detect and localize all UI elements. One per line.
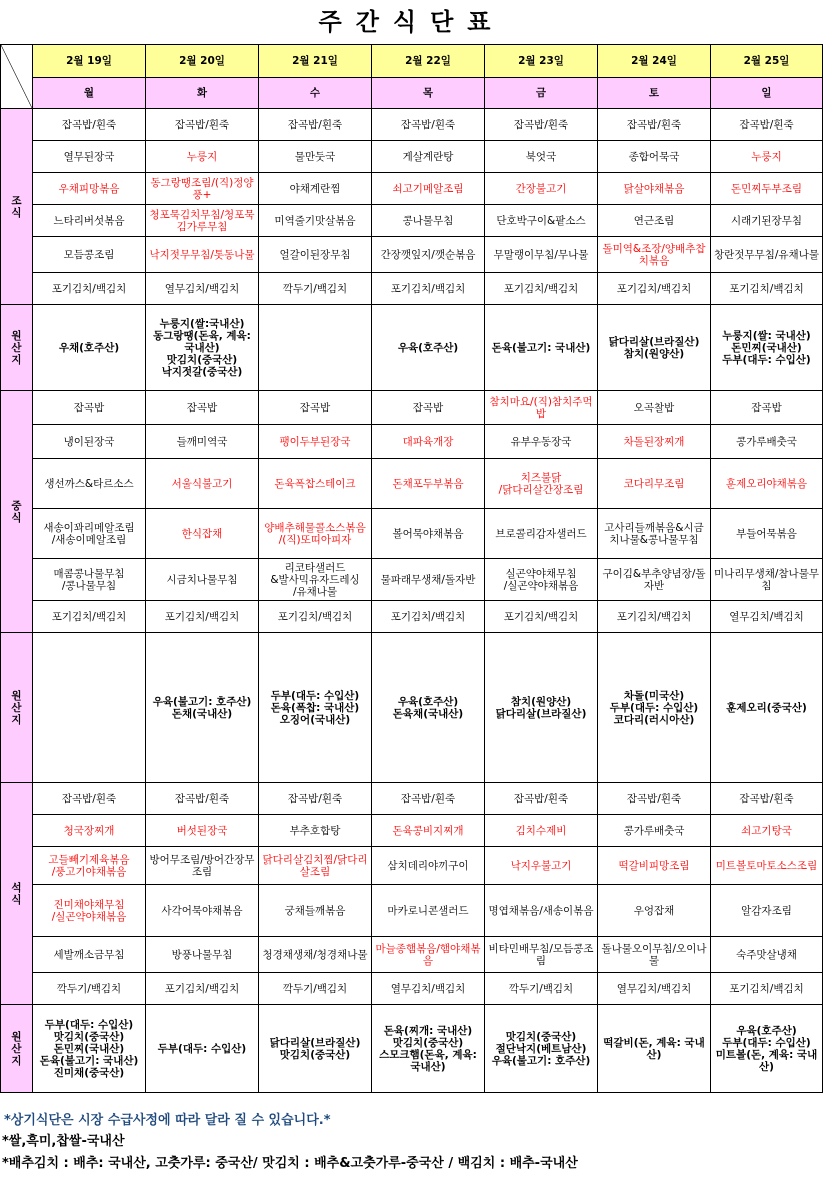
menu-item: 열무김치/백김치 (598, 973, 711, 1005)
date-row (1, 45, 823, 78)
menu-item: 잡곡밥/흰죽 (259, 109, 372, 141)
menu-item: 잡곡밥/흰죽 (33, 109, 146, 141)
breakfast-row (1, 109, 823, 141)
menu-item: 북엇국 (485, 141, 598, 173)
origin-cell: 우육(호주산) (372, 305, 485, 391)
origin-cell: 우육(불고기: 호주산) 돈채(국내산) (146, 633, 259, 783)
menu-item: 브로콜리감자샐러드 (485, 509, 598, 559)
menu-item: 포기김치/백김치 (485, 273, 598, 305)
menu-item: 단호박구이&팥소스 (485, 205, 598, 237)
menu-item: 잡곡밥/흰죽 (485, 783, 598, 815)
footnotes (0, 1111, 823, 1175)
menu-item: 세발깨소금무침 (33, 937, 146, 973)
menu-item: 비타민배무침/모듬콩조림 (485, 937, 598, 973)
weekday-row (1, 78, 823, 109)
lunch-row (1, 509, 823, 559)
menu-item: 누룽지 (146, 141, 259, 173)
menu-item: 들깨미역국 (146, 425, 259, 459)
weekday-cell: 화 (146, 78, 259, 109)
origin-cell: 누룽지(쌀:국내산) 동그랑땡(돈육, 계육: 국내산) 맛김치(중국산) 낙지젓갈(중국산) (146, 305, 259, 391)
origin-cell: 돈육(불고기: 국내산) (485, 305, 598, 391)
origin-cell: 두부(대두: 수입산) 맛김치(중국산) 돈민찌(국내산) 돈육(불고기: 국내산) 진미채(중국산) (33, 1005, 146, 1093)
menu-item: 방풍나물무침 (146, 937, 259, 973)
menu-item: 창란젓무무침/유채나물 (711, 237, 823, 273)
menu-item: 무말랭이무침/무나물 (485, 237, 598, 273)
menu-item: 닭다리살김치찜/닭다리살조림 (259, 847, 372, 885)
origin-cell: 우육(호주산) 돈육채(국내산) (372, 633, 485, 783)
origin-cell: 닭다리살(브라질산) 참치(원양산) (598, 305, 711, 391)
menu-item: 우채피망볶음 (33, 173, 146, 205)
breakfast-label-char: 식 (11, 206, 22, 219)
origin-cell: 닭다리살(브라질산) 맛김치(중국산) (259, 1005, 372, 1093)
menu-item: 잡곡밥/흰죽 (598, 109, 711, 141)
menu-item: 마카로니콘샐러드 (372, 885, 485, 937)
menu-item: 잡곡밥/흰죽 (485, 109, 598, 141)
menu-item: 부추호합탕 (259, 815, 372, 847)
menu-item: 간장깻잎지/깻순볶음 (372, 237, 485, 273)
breakfast-row (1, 237, 823, 273)
menu-item: 방어무조림/방어간장무조림 (146, 847, 259, 885)
menu-item: 잡곡밥/흰죽 (259, 783, 372, 815)
menu-item: 시금치나물무침 (146, 559, 259, 601)
breakfast-label (1, 109, 33, 305)
origin-cell: 누룽지(쌀: 국내산) 돈민찌(국내산) 두부(대두: 수입산) (711, 305, 823, 391)
menu-item: 잡곡밥/흰죽 (711, 783, 823, 815)
menu-item: 잡곡밥 (372, 391, 485, 425)
menu-item: 돌미역&조장/양배추찹치볶음 (598, 237, 711, 273)
dinner-row (1, 815, 823, 847)
note-kimchi-origin: *배추김치 : 배추: 국내산, 고춧가루: 중국산/ 맛김치 : 배추&고춧가루-중국산 / 백김치 : 배추-국내산 (2, 1156, 578, 1171)
menu-item: 모듬콩조림 (33, 237, 146, 273)
weekday-cell: 금 (485, 78, 598, 109)
origin-label-char: 산 (11, 341, 22, 354)
menu-item: 미나리무생채/참나물무침 (711, 559, 823, 601)
origin-label-char: 원 (11, 689, 22, 702)
menu-item: 청포묵김치무침/청포묵김가루무침 (146, 205, 259, 237)
menu-item: 명엽채볶음/새송이볶음 (485, 885, 598, 937)
corner-cell (1, 45, 33, 109)
dinner-origin-label (1, 1005, 33, 1093)
dinner-row (1, 783, 823, 815)
date-cell: 2월 24일 (598, 45, 711, 78)
menu-item: 팽이두부된장국 (259, 425, 372, 459)
menu-item: 시래기된장무침 (711, 205, 823, 237)
menu-item: 낙지젓무무침/톳동나물 (146, 237, 259, 273)
menu-item: 돈채포두부볶음 (372, 459, 485, 509)
menu-item: 닭살야채볶음 (598, 173, 711, 205)
menu-item: 연근조림 (598, 205, 711, 237)
menu-item: 포기김치/백김치 (372, 273, 485, 305)
menu-item: 궁채들깨볶음 (259, 885, 372, 937)
menu-item: 포기김치/백김치 (711, 973, 823, 1005)
menu-item: 잡곡밥/흰죽 (372, 109, 485, 141)
date-cell: 2월 19일 (33, 45, 146, 78)
weekday-cell: 토 (598, 78, 711, 109)
lunch-row (1, 559, 823, 601)
dinner-row (1, 885, 823, 937)
origin-cell (259, 305, 372, 391)
menu-item: 차돌된장찌개 (598, 425, 711, 459)
menu-item: 쇠고기탕국 (711, 815, 823, 847)
origin-label-char: 지 (11, 1054, 22, 1067)
origin-cell: 맛김치(중국산) 절단낙지(베트남산) 우육(불고기: 호주산) (485, 1005, 598, 1093)
menu-item: 잡곡밥 (711, 391, 823, 425)
breakfast-row (1, 273, 823, 305)
menu-item: 고사리들깨볶음&시금치나물&콩나물무침 (598, 509, 711, 559)
menu-item: 잡곡밥/흰죽 (33, 783, 146, 815)
menu-item: 돈민찌두부조림 (711, 173, 823, 205)
menu-item: 포기김치/백김치 (711, 273, 823, 305)
menu-item: 오곡찰밥 (598, 391, 711, 425)
breakfast-origin-row (1, 305, 823, 391)
menu-item: 돈육폭찹스테이크 (259, 459, 372, 509)
menu-item: 미트볼토마토소스조림 (711, 847, 823, 885)
menu-item: 돌나물오이무침/오이나물 (598, 937, 711, 973)
menu-item: 마늘종햄볶음/햄야채볶음 (372, 937, 485, 973)
origin-cell: 떡갈비(돈, 계육: 국내산) (598, 1005, 711, 1093)
menu-item: 냉이된장국 (33, 425, 146, 459)
dinner-row (1, 847, 823, 885)
menu-item: 청국장찌개 (33, 815, 146, 847)
lunch-label-char: 중 (11, 499, 22, 512)
menu-item: 양배추해물콜소스볶음 /(직)또띠아피자 (259, 509, 372, 559)
lunch-row (1, 601, 823, 633)
dinner-row (1, 973, 823, 1005)
origin-cell: 돈육(찌개: 국내산) 맛김치(중국산) 스모크햄(돈육, 계육: 국내산) (372, 1005, 485, 1093)
breakfast-row (1, 173, 823, 205)
menu-item: 생선까스&타르소스 (33, 459, 146, 509)
menu-item: 간장불고기 (485, 173, 598, 205)
date-cell: 2월 22일 (372, 45, 485, 78)
menu-item: 매콤콩나물무침 /콩나물무침 (33, 559, 146, 601)
menu-item: 쇠고기메알조림 (372, 173, 485, 205)
menu-item: 게살계란탕 (372, 141, 485, 173)
menu-item: 포기김치/백김치 (33, 601, 146, 633)
menu-item: 볼어묵야채볶음 (372, 509, 485, 559)
breakfast-row (1, 141, 823, 173)
menu-item: 열무김치/백김치 (146, 273, 259, 305)
menu-item: 구이김&부추양념장/돌자반 (598, 559, 711, 601)
menu-item: 실곤약야채무침 /실곤약야채볶음 (485, 559, 598, 601)
menu-item: 콩가루배춧국 (598, 815, 711, 847)
origin-label-char: 지 (11, 353, 22, 366)
menu-item: 물파래무생채/돌자반 (372, 559, 485, 601)
breakfast-label-char: 조 (11, 194, 22, 207)
date-cell: 2월 20일 (146, 45, 259, 78)
menu-item: 포기김치/백김치 (372, 601, 485, 633)
menu-item: 유부우동장국 (485, 425, 598, 459)
menu-item: 누룽지 (711, 141, 823, 173)
lunch-row (1, 459, 823, 509)
menu-item: 물만둣국 (259, 141, 372, 173)
menu-item: 사각어묵야채볶음 (146, 885, 259, 937)
menu-item: 포기김치/백김치 (33, 273, 146, 305)
lunch-row (1, 391, 823, 425)
menu-item: 잡곡밥/흰죽 (598, 783, 711, 815)
menu-item: 김치수제비 (485, 815, 598, 847)
menu-item: 훈제오리야채볶음 (711, 459, 823, 509)
origin-cell: 참치(원양산) 닭다리살(브라질산) (485, 633, 598, 783)
menu-item: 깍두기/백김치 (259, 273, 372, 305)
date-cell: 2월 21일 (259, 45, 372, 78)
origin-cell (33, 633, 146, 783)
menu-item: 동그랑땡조림/(직)정양풍+ (146, 173, 259, 205)
menu-item: 열무김치/백김치 (711, 601, 823, 633)
origin-cell: 우육(호주산) 두부(대두: 수입산) 미트볼(돈, 계육: 국내산) (711, 1005, 823, 1093)
weekday-cell: 월 (33, 78, 146, 109)
menu-item: 삼치데리야끼구이 (372, 847, 485, 885)
menu-item: 열무된장국 (33, 141, 146, 173)
menu-item: 돈육콩비지찌개 (372, 815, 485, 847)
menu-item: 낙지우불고기 (485, 847, 598, 885)
menu-item: 잡곡밥 (33, 391, 146, 425)
menu-item: 고들빼기제육볶음 /풍고기야채볶음 (33, 847, 146, 885)
menu-item: 잡곡밥/흰죽 (146, 109, 259, 141)
breakfast-row (1, 205, 823, 237)
menu-item: 치즈불닭 /닭다리살간장조림 (485, 459, 598, 509)
weekday-cell: 일 (711, 78, 823, 109)
menu-item: 잡곡밥/흰죽 (372, 783, 485, 815)
menu-item: 포기김치/백김치 (598, 273, 711, 305)
menu-item: 리코타샐러드 &발사믹유자드레싱 /유채나물 (259, 559, 372, 601)
origin-label-char: 지 (11, 713, 22, 726)
menu-item: 잡곡밥 (259, 391, 372, 425)
menu-item: 한식잡채 (146, 509, 259, 559)
menu-item: 잡곡밥 (146, 391, 259, 425)
menu-item: 청경채생채/청경채나물 (259, 937, 372, 973)
origin-cell: 두부(대두: 수입산) 돈육(폭찹: 국내산) 오징어(국내산) (259, 633, 372, 783)
date-cell: 2월 23일 (485, 45, 598, 78)
menu-item: 포기김치/백김치 (259, 601, 372, 633)
date-cell: 2월 25일 (711, 45, 823, 78)
lunch-row (1, 425, 823, 459)
origin-cell: 우채(호주산) (33, 305, 146, 391)
origin-cell: 훈제오리(중국산) (711, 633, 823, 783)
origin-cell: 차돌(미국산) 두부(대두: 수입산) 코다리(러시아산) (598, 633, 711, 783)
origin-cell: 두부(대두: 수입산) (146, 1005, 259, 1093)
dinner-label-char: 식 (11, 893, 22, 906)
menu-item: 알감자조림 (711, 885, 823, 937)
menu-item: 얼갈이된장무침 (259, 237, 372, 273)
menu-item: 버섯된장국 (146, 815, 259, 847)
origin-label-char: 산 (11, 701, 22, 714)
page-title: 주간식단표 (318, 8, 505, 36)
breakfast-origin-label (1, 305, 33, 391)
menu-item: 야채계란찜 (259, 173, 372, 205)
menu-item: 느타리버섯볶음 (33, 205, 146, 237)
menu-item: 열무김치/백김치 (372, 973, 485, 1005)
menu-item: 포기김치/백김치 (598, 601, 711, 633)
weekday-cell: 목 (372, 78, 485, 109)
lunch-origin-row (1, 633, 823, 783)
weekday-cell: 수 (259, 78, 372, 109)
menu-item: 잡곡밥/흰죽 (146, 783, 259, 815)
note-rice-origin: *쌀,흑미,찹쌀-국내산 (2, 1134, 125, 1149)
dinner-label (1, 783, 33, 1005)
menu-item: 콩나물무침 (372, 205, 485, 237)
menu-item: 종합어묵국 (598, 141, 711, 173)
lunch-label-char: 식 (11, 511, 22, 524)
lunch-label (1, 391, 33, 633)
weekly-menu-table (0, 44, 823, 1093)
menu-item: 참치마요/(직)참치주먹밥 (485, 391, 598, 425)
menu-item: 대파육개장 (372, 425, 485, 459)
menu-item: 포기김치/백김치 (485, 601, 598, 633)
menu-item: 우엉잡채 (598, 885, 711, 937)
menu-item: 깍두기/백김치 (259, 973, 372, 1005)
menu-item: 부들어묵볶음 (711, 509, 823, 559)
menu-item: 진미채야채무침 /실곤약야채볶음 (33, 885, 146, 937)
origin-label-char: 산 (11, 1042, 22, 1055)
menu-item: 새송이꽈리메알조림 /새송이메알조림 (33, 509, 146, 559)
menu-item: 포기김치/백김치 (146, 973, 259, 1005)
lunch-origin-label (1, 633, 33, 783)
menu-item: 미역줄기맛살볶음 (259, 205, 372, 237)
menu-item: 깍두기/백김치 (33, 973, 146, 1005)
menu-item: 떡갈비피망조림 (598, 847, 711, 885)
menu-item: 포기김치/백김치 (146, 601, 259, 633)
menu-item: 숙주맛살냉채 (711, 937, 823, 973)
origin-label-char: 원 (11, 329, 22, 342)
note-menu-change: *상기식단은 시장 수급사정에 따라 달라 질 수 있습니다.* (4, 1113, 331, 1128)
dinner-origin-row (1, 1005, 823, 1093)
dinner-label-char: 석 (11, 881, 22, 894)
menu-item: 서울식불고기 (146, 459, 259, 509)
menu-item: 잡곡밥/흰죽 (711, 109, 823, 141)
menu-item: 깍두기/백김치 (485, 973, 598, 1005)
origin-label-char: 원 (11, 1030, 22, 1043)
dinner-row (1, 937, 823, 973)
menu-item: 콩가루배춧국 (711, 425, 823, 459)
menu-item: 코다리무조림 (598, 459, 711, 509)
